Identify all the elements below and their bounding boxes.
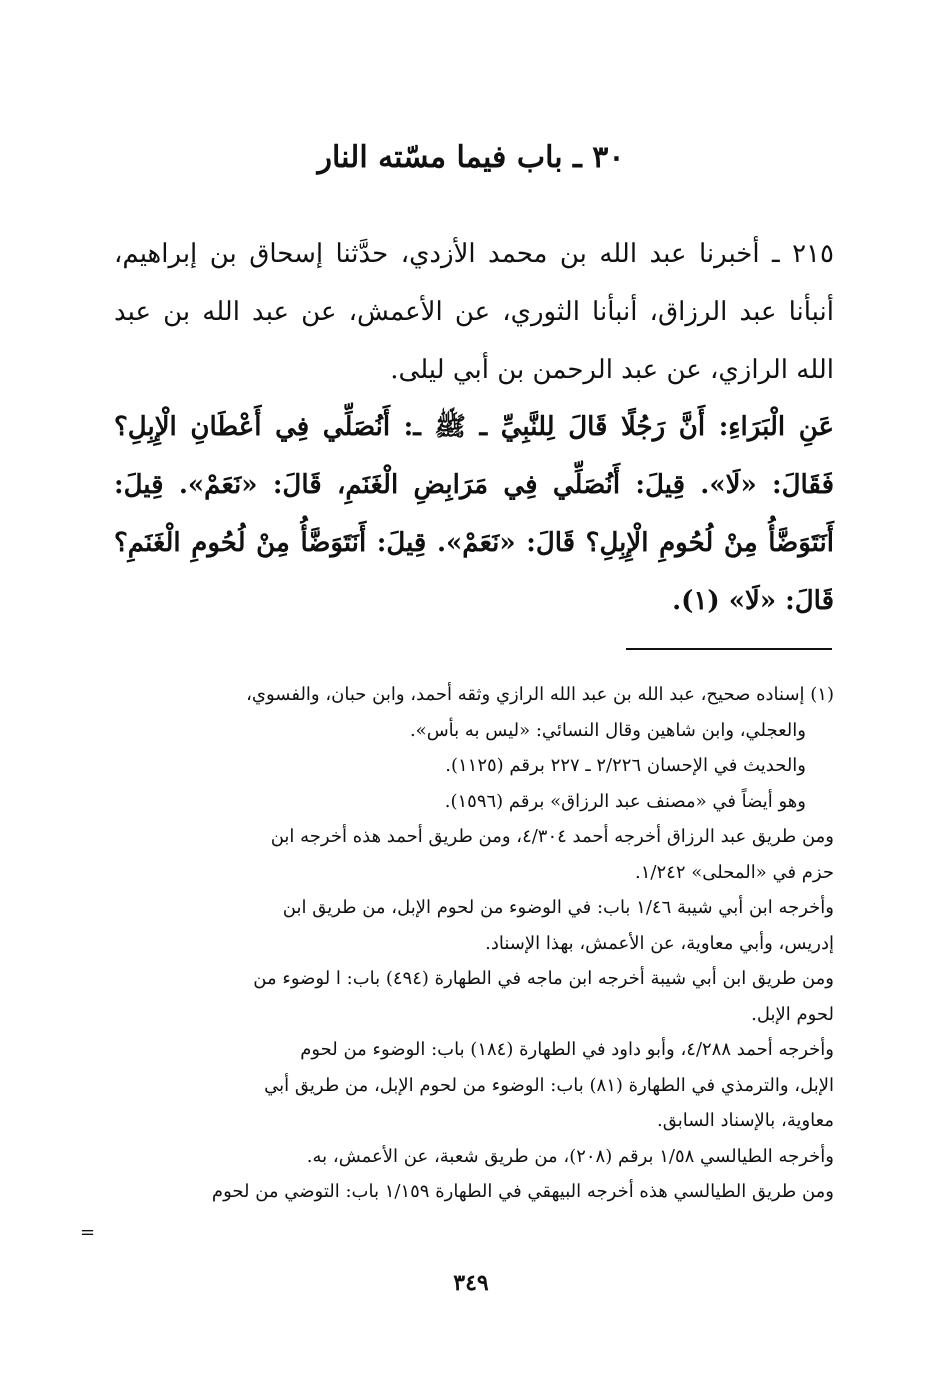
page-number: ٣٤٩ bbox=[453, 1270, 489, 1296]
footnote-line: وأخرجه ابن أبي شيبة ١/٤٦ باب: في الوضوء من لحوم الإبل، من طريق ابن bbox=[282, 897, 834, 918]
footnotes-block bbox=[114, 677, 834, 1210]
footnote-line: الإبل، والترمذي في الطهارة (٨١) باب: الوضوء من لحوم الإبل، من طريق أبي bbox=[264, 1074, 834, 1096]
hadith-text-paragraph: عَنِ الْبَرَاءِ: أَنَّ رَجُلًا قَالَ لِلنَّبِيِّ ـ ﷺ ـ: أَنُصَلِّي فِي أَعْطَانِ الْإِبِلِ؟ فَقَالَ: «لَا». قِيلَ: أَنُصَلِّي فِي مَرَابِضِ الْغَنَمِ، قَالَ: «نَعَمْ». قِيلَ: أَنَتَوَضَّأُ مِنْ لُحُومِ الْإِبِلِ؟ قَالَ: «نَعَمْ». قِيلَ: أَنَتَوَضَّأُ مِنْ لُحُومِ الْغَنَمِ؟ قَالَ: «لَا» (١). bbox=[114, 412, 834, 616]
footnote-line: (١) إسناده صحيح، عبد الله بن عبد الله الرازي وثقه أحمد، وابن حبان، والفسوي، bbox=[246, 684, 834, 705]
footnote-divider bbox=[626, 648, 832, 650]
chapter-title: ٣٠ ـ باب فيما مسّته النار bbox=[317, 140, 625, 175]
continuation-mark: = bbox=[80, 1222, 96, 1243]
footnote-line: والحديث في الإحسان ٢/٢٢٦ ـ ٢٢٧ برقم (١١٢٥). bbox=[445, 755, 806, 776]
footnote-line: وأخرجه الطيالسي ١/٥٨ برقم (٢٠٨)، من طريق شعبة، عن الأعمش، به. bbox=[306, 1145, 834, 1167]
footnote-line: ومن طريق عبد الرزاق أخرجه أحمد ٤/٣٠٤، ومن طريق أحمد هذه أخرجه ابن bbox=[270, 826, 834, 847]
footnote-line: لحوم الإبل. bbox=[751, 1003, 834, 1025]
footnote-line: ومن طريق الطيالسي هذه أخرجه البيهقي في الطهارة ١/١٥٩ باب: التوضي من لحوم bbox=[211, 1181, 834, 1202]
footnote-line: وأخرجه أحمد ٤/٢٨٨، وأبو داود في الطهارة (١٨٤) باب: الوضوء من لحوم bbox=[300, 1039, 834, 1060]
footnote-line: حزم في «المحلى» ١/٢٤٢. bbox=[635, 861, 834, 883]
footnote-line: إدريس، وأبي معاوية، عن الأعمش، بهذا الإسناد. bbox=[485, 932, 834, 954]
isnad-chain-paragraph: ٢١٥ ـ أخبرنا عبد الله بن محمد الأزدي، حدَّثنا إسحاق بن إبراهيم، أنبأنا عبد الرزاق، أنبأنا الثوري، عن الأعمش، عن عبد الله بن عبد الله الرازي، عن عبد الرحمن بن أبي ليلى. bbox=[114, 239, 834, 385]
footnote-line: والعجلي، وابن شاهين وقال النسائي: «ليس به بأس». bbox=[409, 719, 806, 741]
footnote-line: وهو أيضاً في «مصنف عبد الرزاق» برقم (١٥٩٦). bbox=[444, 790, 806, 812]
footnote-line: معاوية، بالإسناد السابق. bbox=[657, 1110, 834, 1131]
footnote-line: ومن طريق ابن أبي شيبة أخرجه ابن ماجه في الطهارة (٤٩٤) باب: ا لوضوء من bbox=[253, 968, 834, 989]
